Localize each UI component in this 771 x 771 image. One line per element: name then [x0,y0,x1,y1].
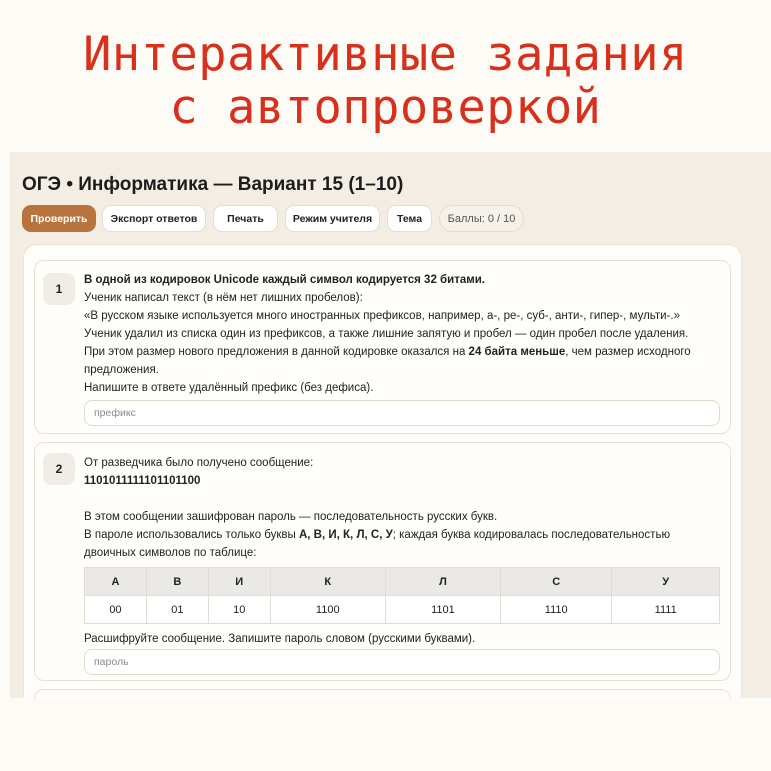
table-cell: 1101 [385,596,500,624]
question-line: Напишите в ответе удалённый префикс (без дефиса). [84,382,374,394]
question-line: В этом сообщении зашифрован пароль — последовательность русских букв. [84,511,498,523]
question-line: Ученик написал текст (в нём нет лишних пробелов): [84,292,363,304]
question-line: От разведчика было получено сообщение: [84,457,314,469]
question-number: 1 [43,273,75,305]
theme-button[interactable]: Тема [387,205,432,232]
question-highlight: 24 байта меньше [468,346,566,358]
page-title: ОГЭ • Информатика — Вариант 15 (1–10) [22,174,404,195]
question-lead: В одной из кодировок Unicode каждый символ кодируется 32 битами. [84,274,486,286]
question-line [84,526,720,544]
table-header-cell: С [501,568,612,596]
promo-banner [0,0,771,152]
question-number: 2 [43,453,75,485]
question-line [84,343,720,361]
question-text-part: , чем размер исходного [565,346,691,358]
banner-title-line-2: с автопроверкой [169,80,602,135]
question-line: Ученик удалил из списка один из префиксов, а также лишние запятую и пробел — один пробел после удаления. [84,328,689,340]
question-text [84,454,720,562]
table-cell: 1111 [612,596,720,624]
table-header-cell: Л [385,568,500,596]
questions-panel [23,244,742,698]
teacher-mode-button[interactable]: Режим учителя [285,205,380,232]
table-cell: 10 [208,596,270,624]
table-row [85,596,720,624]
table-cell: 1100 [270,596,385,624]
question-card-2 [34,442,731,681]
question-text-part: При этом размер нового предложения в данной кодировке оказался на [84,346,469,358]
table-header-cell: К [270,568,385,596]
table-header-row [85,568,720,596]
question-text-part: ; каждая буква кодировалась последовательностью [392,529,671,541]
table-cell: 1110 [501,596,612,624]
table-header-cell: В [146,568,208,596]
allowed-letters: А, В, И, К, Л, С, У [298,529,393,541]
question-line: предложения. [84,364,159,376]
question-task: Расшифруйте сообщение. Запишите пароль словом (русскими буквами). [84,633,476,645]
score-badge: Баллы: 0 / 10 [439,205,524,232]
table-cell: 01 [146,596,208,624]
table-header-cell: А [85,568,147,596]
question-text [84,271,720,397]
question-card-1 [34,260,731,434]
export-answers-button[interactable]: Экспорт ответов [102,205,206,232]
question-text-part: В пароле использовались только буквы [84,529,299,541]
table-cell: 00 [85,596,147,624]
question-line: двоичных символов по таблице: [84,547,257,559]
question-card-3 [34,689,731,698]
print-button[interactable]: Печать [213,205,278,232]
app-window [10,152,771,698]
question-line: «В русском языке используется много иностранных префиксов, например, а-, ре-, суб-, анти-, гипер-, мульти-.» [84,310,680,322]
encoded-message: 1101011111101101100 [84,475,201,487]
table-header-cell: И [208,568,270,596]
answer-input-2[interactable] [84,649,720,675]
banner-title-line-1: Интерактивные задания [83,27,688,82]
check-button[interactable]: Проверить [22,205,96,232]
table-header-cell: У [612,568,720,596]
answer-input-1[interactable] [84,400,720,426]
code-table [84,567,720,624]
